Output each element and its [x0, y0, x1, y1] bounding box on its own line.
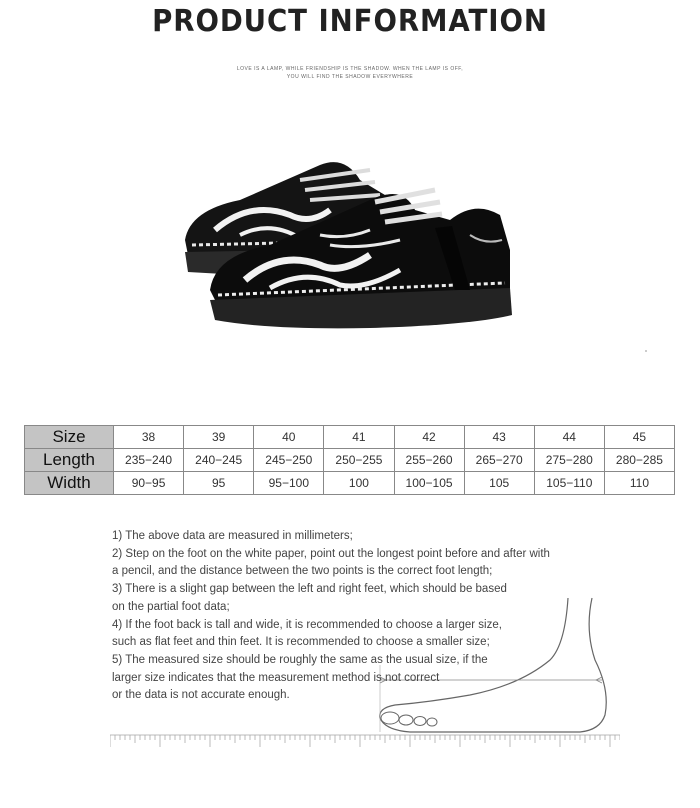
width-row-label: Width [25, 472, 114, 495]
length-row [25, 449, 675, 472]
width-cell: 100 [324, 472, 394, 495]
width-cell: 95−100 [254, 472, 324, 495]
size-cell: 45 [604, 426, 674, 449]
ruler-icon [110, 733, 620, 751]
note-line: 3) There is a slight gap between the left and right feet, which should be based [112, 583, 507, 596]
width-cell: 90−95 [114, 472, 184, 495]
width-cell: 95 [184, 472, 254, 495]
size-row-label: Size [25, 426, 114, 449]
length-cell: 240−245 [184, 449, 254, 472]
note-line: a pencil, and the distance between the two points is the correct foot length; [112, 565, 493, 578]
decorative-dot [645, 350, 647, 352]
note-line: on the partial foot data; [112, 600, 230, 613]
tagline-line-2: YOU WILL FIND THE SHADOW EVERYWHERE [286, 74, 414, 80]
length-cell: 265−270 [464, 449, 534, 472]
length-cell: 275−280 [534, 449, 604, 472]
size-cell: 41 [324, 426, 394, 449]
size-cell: 42 [394, 426, 464, 449]
note-line: or the data is not accurate enough. [112, 689, 290, 702]
length-cell: 235−240 [114, 449, 184, 472]
length-cell: 250−255 [324, 449, 394, 472]
size-cell: 38 [114, 426, 184, 449]
length-row-label: Length [25, 449, 114, 472]
page-title: PRODUCT INFORMATION [152, 4, 548, 39]
width-cell: 100−105 [394, 472, 464, 495]
note-line: larger size indicates that the measurement method is not correct [112, 671, 440, 684]
size-chart-table [24, 425, 675, 495]
note-line: such as flat feet and thin feet. It is recommended to choose a smaller size; [112, 636, 490, 649]
length-cell: 245−250 [254, 449, 324, 472]
size-cell: 40 [254, 426, 324, 449]
measurement-notes [112, 528, 582, 705]
size-row [25, 426, 675, 449]
tagline-line-1: LOVE IS A LAMP, WHILE FRIENDSHIP IS THE SHADOW. WHEN THE LAMP IS OFF, [236, 66, 464, 72]
width-cell: 105−110 [534, 472, 604, 495]
length-cell: 255−260 [394, 449, 464, 472]
length-cell: 280−285 [604, 449, 674, 472]
sneaker-icon [170, 140, 530, 360]
note-line: 2) Step on the foot on the white paper, point out the longest point before and after with [112, 547, 550, 560]
size-cell: 43 [464, 426, 534, 449]
width-row [25, 472, 675, 495]
note-line: 4) If the foot back is tall and wide, it is recommended to choose a larger size, [112, 618, 502, 631]
width-cell: 105 [464, 472, 534, 495]
note-line: 1) The above data are measured in millimeters; [112, 530, 353, 542]
note-line: 5) The measured size should be roughly the same as the usual size, if the [112, 653, 488, 666]
width-cell: 110 [604, 472, 674, 495]
size-cell: 39 [184, 426, 254, 449]
size-cell: 44 [534, 426, 604, 449]
